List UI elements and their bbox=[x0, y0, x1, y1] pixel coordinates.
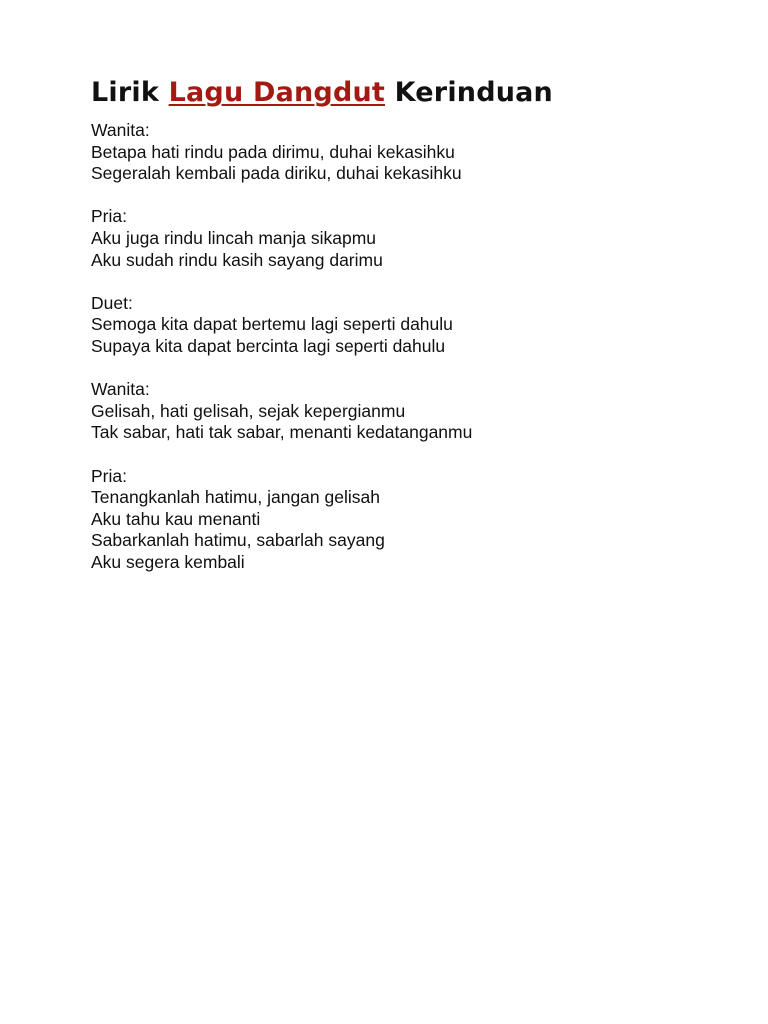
stanza-5 bbox=[91, 466, 728, 574]
lyric-line: Aku tahu kau menanti bbox=[91, 508, 261, 529]
stanza-1 bbox=[91, 120, 728, 185]
document-page bbox=[91, 74, 728, 595]
singer-label: Duet: bbox=[91, 292, 133, 313]
title-suffix: Kerinduan bbox=[394, 77, 553, 108]
lyric-line: Segeralah kembali pada diriku, duhai kekasihku bbox=[91, 163, 462, 184]
singer-label: Wanita: bbox=[91, 379, 150, 400]
stanza-4 bbox=[91, 379, 728, 444]
lyric-line: Betapa hati rindu pada dirimu, duhai kekasihku bbox=[91, 141, 455, 162]
stanza-3 bbox=[91, 293, 728, 358]
lyrics-body bbox=[91, 120, 728, 573]
lyric-line: Supaya kita dapat bercinta lagi seperti dahulu bbox=[91, 335, 446, 356]
stanza-2 bbox=[91, 206, 728, 271]
lyric-line: Aku segera kembali bbox=[91, 551, 245, 572]
singer-label: Pria: bbox=[91, 465, 127, 486]
singer-label: Pria: bbox=[91, 206, 127, 227]
lyric-line: Aku sudah rindu kasih sayang darimu bbox=[91, 249, 383, 270]
lyric-line: Aku juga rindu lincah manja sikapmu bbox=[91, 227, 377, 248]
lyric-line: Sabarkanlah hatimu, sabarlah sayang bbox=[91, 530, 385, 551]
page-title bbox=[91, 74, 728, 112]
singer-label: Wanita: bbox=[91, 120, 150, 140]
lyric-line: Tenangkanlah hatimu, jangan gelisah bbox=[91, 487, 380, 508]
title-prefix: Lirik bbox=[91, 77, 159, 108]
lyric-line: Semoga kita dapat bertemu lagi seperti dahulu bbox=[91, 314, 453, 335]
lyric-line: Tak sabar, hati tak sabar, menanti kedatanganmu bbox=[91, 422, 473, 443]
lyric-line: Gelisah, hati gelisah, sejak kepergianmu bbox=[91, 400, 406, 421]
title-link-lagu-dangdut[interactable]: Lagu Dangdut bbox=[168, 77, 386, 108]
